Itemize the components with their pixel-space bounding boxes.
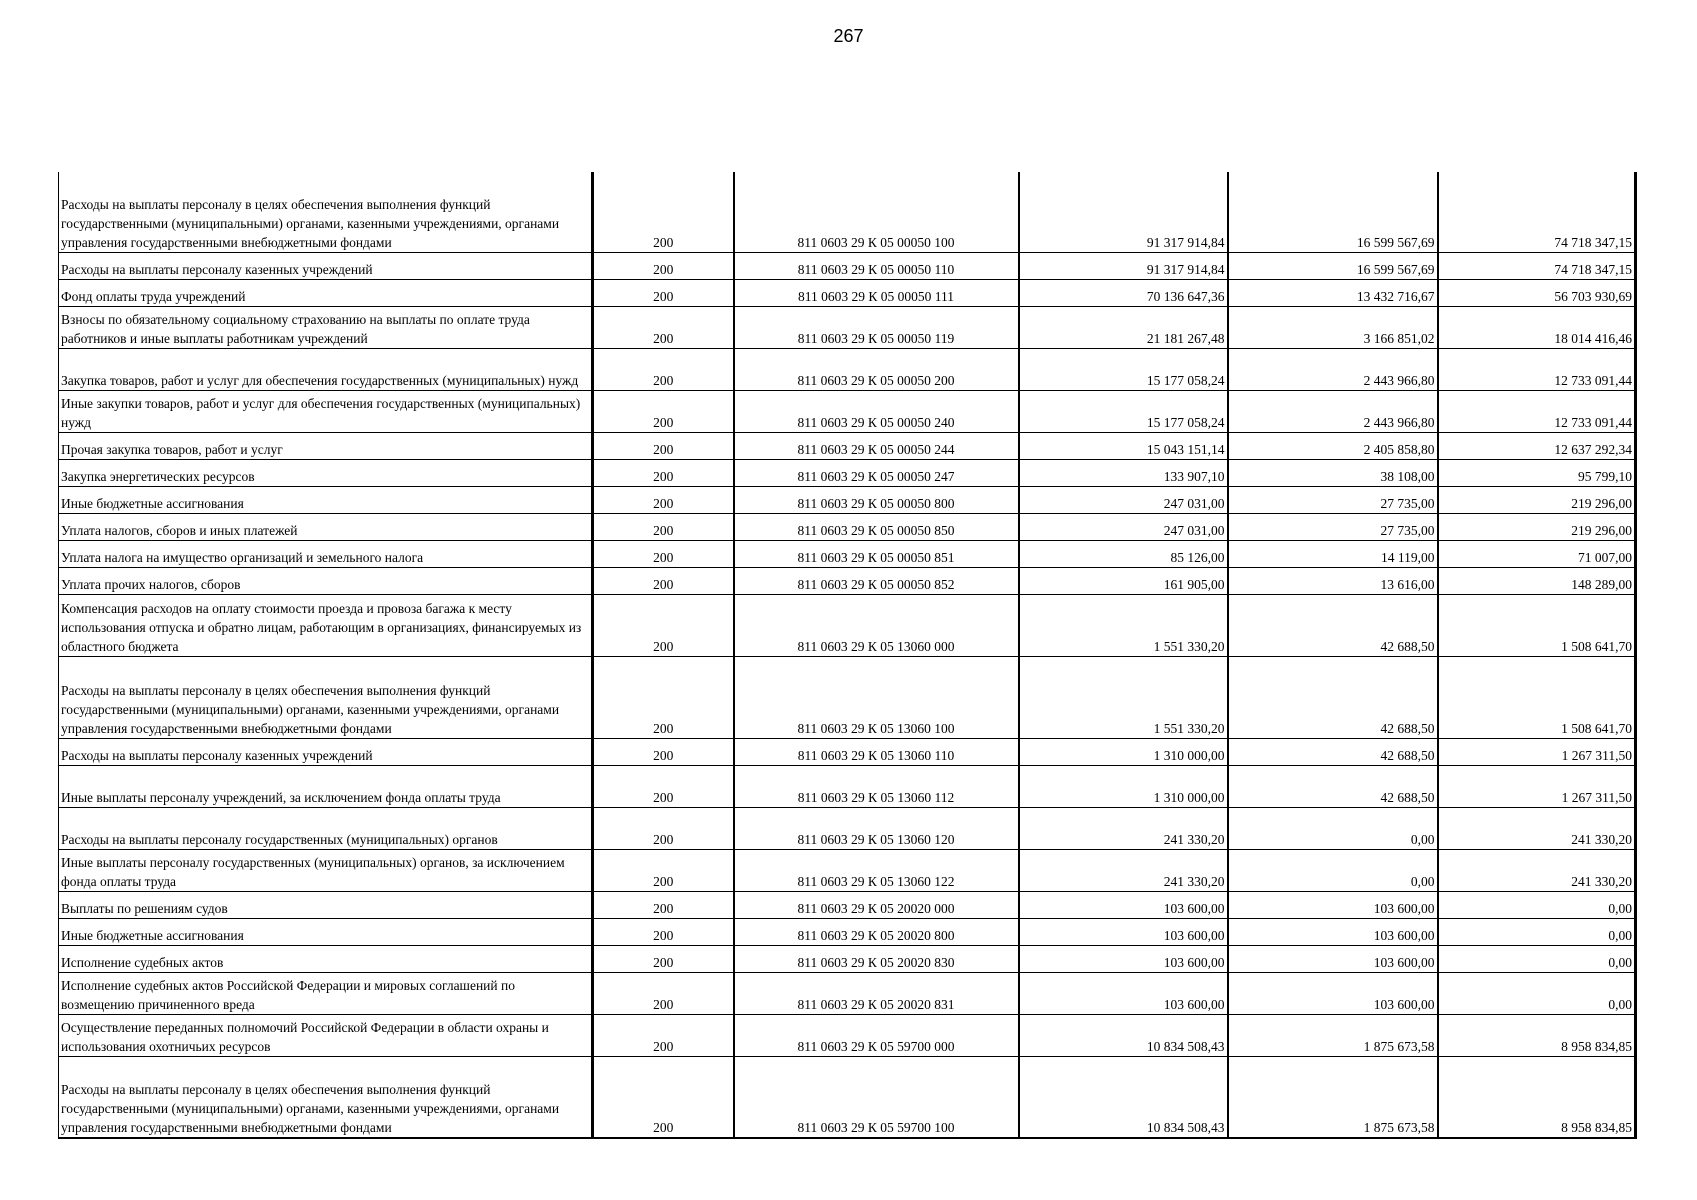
row-value-3: 8 958 834,85 <box>1438 1056 1636 1138</box>
row-value-2: 27 735,00 <box>1228 513 1438 540</box>
row-value-2: 3 166 851,02 <box>1228 306 1438 348</box>
table-row <box>59 849 1636 891</box>
row-value-1: 91 317 914,84 <box>1019 172 1228 252</box>
row-name: Иные выплаты персоналу государственных (муниципальных) органов, за исключением фонда оплаты труда <box>59 849 593 891</box>
table-row <box>59 513 1636 540</box>
row-value-3: 8 958 834,85 <box>1438 1014 1636 1056</box>
row-value-1: 70 136 647,36 <box>1019 279 1228 306</box>
table-row <box>59 918 1636 945</box>
row-value-3: 74 718 347,15 <box>1438 252 1636 279</box>
row-code: 200 <box>593 279 734 306</box>
row-value-1: 1 551 330,20 <box>1019 656 1228 738</box>
row-kbk: 811 0603 29 К 05 00050 244 <box>734 432 1019 459</box>
row-name: Закупка энергетических ресурсов <box>59 459 593 486</box>
row-name: Расходы на выплаты персоналу казенных учреждений <box>59 738 593 765</box>
row-kbk: 811 0603 29 К 05 13060 000 <box>734 594 1019 656</box>
row-kbk: 811 0603 29 К 05 00050 100 <box>734 172 1019 252</box>
row-kbk: 811 0603 29 К 05 00050 852 <box>734 567 1019 594</box>
row-value-2: 103 600,00 <box>1228 945 1438 972</box>
row-code: 200 <box>593 918 734 945</box>
table-row <box>59 765 1636 807</box>
row-value-3: 1 267 311,50 <box>1438 738 1636 765</box>
row-name: Расходы на выплаты персоналу в целях обеспечения выполнения функций государственными (муниципальными) органами, казенными учреждениями, органами управления государственными внебюджетными фондами <box>59 172 593 252</box>
row-value-1: 241 330,20 <box>1019 849 1228 891</box>
row-code: 200 <box>593 594 734 656</box>
row-value-2: 42 688,50 <box>1228 656 1438 738</box>
row-value-2: 16 599 567,69 <box>1228 172 1438 252</box>
row-kbk: 811 0603 29 К 05 20020 831 <box>734 972 1019 1014</box>
row-kbk: 811 0603 29 К 05 00050 111 <box>734 279 1019 306</box>
row-value-2: 103 600,00 <box>1228 891 1438 918</box>
row-kbk: 811 0603 29 К 05 00050 200 <box>734 348 1019 390</box>
row-code: 200 <box>593 432 734 459</box>
row-value-3: 74 718 347,15 <box>1438 172 1636 252</box>
row-name: Прочая закупка товаров, работ и услуг <box>59 432 593 459</box>
row-name: Иные бюджетные ассигнования <box>59 486 593 513</box>
row-name: Закупка товаров, работ и услуг для обеспечения государственных (муниципальных) нужд <box>59 348 593 390</box>
table-row <box>59 1056 1636 1138</box>
row-kbk: 811 0603 29 К 05 00050 851 <box>734 540 1019 567</box>
row-code: 200 <box>593 656 734 738</box>
row-value-3: 71 007,00 <box>1438 540 1636 567</box>
row-kbk: 811 0603 29 К 05 59700 000 <box>734 1014 1019 1056</box>
table-row <box>59 1014 1636 1056</box>
row-code: 200 <box>593 390 734 432</box>
table-row <box>59 594 1636 656</box>
row-value-2: 42 688,50 <box>1228 765 1438 807</box>
row-value-3: 219 296,00 <box>1438 486 1636 513</box>
row-code: 200 <box>593 807 734 849</box>
row-name: Исполнение судебных актов <box>59 945 593 972</box>
row-kbk: 811 0603 29 К 05 00050 119 <box>734 306 1019 348</box>
row-value-2: 103 600,00 <box>1228 972 1438 1014</box>
row-value-1: 1 551 330,20 <box>1019 594 1228 656</box>
row-kbk: 811 0603 29 К 05 13060 120 <box>734 807 1019 849</box>
row-value-2: 38 108,00 <box>1228 459 1438 486</box>
row-name: Уплата налога на имущество организаций и земельного налога <box>59 540 593 567</box>
table-row <box>59 432 1636 459</box>
table-row <box>59 306 1636 348</box>
row-value-3: 18 014 416,46 <box>1438 306 1636 348</box>
row-value-3: 1 267 311,50 <box>1438 765 1636 807</box>
row-value-3: 1 508 641,70 <box>1438 594 1636 656</box>
table-row <box>59 279 1636 306</box>
row-value-2: 27 735,00 <box>1228 486 1438 513</box>
page-number: 267 <box>833 26 864 46</box>
row-value-2: 14 119,00 <box>1228 540 1438 567</box>
row-code: 200 <box>593 567 734 594</box>
row-value-2: 1 875 673,58 <box>1228 1056 1438 1138</box>
row-value-2: 42 688,50 <box>1228 738 1438 765</box>
row-value-2: 1 875 673,58 <box>1228 1014 1438 1056</box>
row-kbk: 811 0603 29 К 05 00050 240 <box>734 390 1019 432</box>
row-value-2: 0,00 <box>1228 807 1438 849</box>
budget-table-body <box>59 172 1636 1138</box>
budget-table <box>58 172 1637 1139</box>
table-row <box>59 540 1636 567</box>
row-value-2: 2 405 858,80 <box>1228 432 1438 459</box>
row-name: Расходы на выплаты персоналу в целях обеспечения выполнения функций государственными (муниципальными) органами, казенными учреждениями, органами управления государственными внебюджетными фондами <box>59 1056 593 1138</box>
row-code: 200 <box>593 540 734 567</box>
row-code: 200 <box>593 513 734 540</box>
row-value-3: 1 508 641,70 <box>1438 656 1636 738</box>
row-value-1: 1 310 000,00 <box>1019 738 1228 765</box>
row-code: 200 <box>593 738 734 765</box>
row-kbk: 811 0603 29 К 05 00050 800 <box>734 486 1019 513</box>
row-name: Фонд оплаты труда учреждений <box>59 279 593 306</box>
table-row <box>59 348 1636 390</box>
row-kbk: 811 0603 29 К 05 20020 800 <box>734 918 1019 945</box>
row-value-3: 148 289,00 <box>1438 567 1636 594</box>
table-row <box>59 891 1636 918</box>
table-row <box>59 738 1636 765</box>
row-value-3: 219 296,00 <box>1438 513 1636 540</box>
row-value-3: 0,00 <box>1438 945 1636 972</box>
table-row <box>59 486 1636 513</box>
row-value-3: 241 330,20 <box>1438 807 1636 849</box>
row-code: 200 <box>593 459 734 486</box>
row-value-3: 241 330,20 <box>1438 849 1636 891</box>
row-value-1: 85 126,00 <box>1019 540 1228 567</box>
row-code: 200 <box>593 486 734 513</box>
row-value-1: 15 177 058,24 <box>1019 348 1228 390</box>
row-value-2: 2 443 966,80 <box>1228 390 1438 432</box>
row-value-2: 103 600,00 <box>1228 918 1438 945</box>
row-value-1: 1 310 000,00 <box>1019 765 1228 807</box>
row-kbk: 811 0603 29 К 05 13060 100 <box>734 656 1019 738</box>
row-code: 200 <box>593 765 734 807</box>
row-kbk: 811 0603 29 К 05 20020 830 <box>734 945 1019 972</box>
table-row <box>59 459 1636 486</box>
row-value-2: 16 599 567,69 <box>1228 252 1438 279</box>
row-name: Уплата налогов, сборов и иных платежей <box>59 513 593 540</box>
row-name: Расходы на выплаты персоналу государственных (муниципальных) органов <box>59 807 593 849</box>
row-code: 200 <box>593 849 734 891</box>
row-name: Взносы по обязательному социальному страхованию на выплаты по оплате труда работников и иные выплаты работникам учреждений <box>59 306 593 348</box>
row-name: Уплата прочих налогов, сборов <box>59 567 593 594</box>
row-code: 200 <box>593 252 734 279</box>
row-code: 200 <box>593 891 734 918</box>
row-name: Осуществление переданных полномочий Российской Федерации в области охраны и использования охотничьих ресурсов <box>59 1014 593 1056</box>
row-value-1: 133 907,10 <box>1019 459 1228 486</box>
row-value-1: 10 834 508,43 <box>1019 1014 1228 1056</box>
table-row <box>59 390 1636 432</box>
row-value-3: 0,00 <box>1438 918 1636 945</box>
row-kbk: 811 0603 29 К 05 00050 110 <box>734 252 1019 279</box>
row-kbk: 811 0603 29 К 05 20020 000 <box>734 891 1019 918</box>
row-kbk: 811 0603 29 К 05 59700 100 <box>734 1056 1019 1138</box>
row-value-2: 0,00 <box>1228 849 1438 891</box>
row-code: 200 <box>593 972 734 1014</box>
row-name: Иные закупки товаров, работ и услуг для обеспечения государственных (муниципальных) нужд <box>59 390 593 432</box>
row-kbk: 811 0603 29 К 05 00050 850 <box>734 513 1019 540</box>
row-value-3: 12 637 292,34 <box>1438 432 1636 459</box>
row-name: Иные бюджетные ассигнования <box>59 918 593 945</box>
table-row <box>59 567 1636 594</box>
row-kbk: 811 0603 29 К 05 13060 122 <box>734 849 1019 891</box>
row-value-3: 0,00 <box>1438 891 1636 918</box>
row-value-3: 12 733 091,44 <box>1438 390 1636 432</box>
row-code: 200 <box>593 348 734 390</box>
row-name: Выплаты по решениям судов <box>59 891 593 918</box>
table-row <box>59 252 1636 279</box>
row-code: 200 <box>593 945 734 972</box>
row-name: Иные выплаты персоналу учреждений, за исключением фонда оплаты труда <box>59 765 593 807</box>
row-name: Компенсация расходов на оплату стоимости проезда и провоза багажа к месту использования отпуска и обратно лицам, работающим в организациях, финансируемых из областного бюджета <box>59 594 593 656</box>
row-value-1: 103 600,00 <box>1019 891 1228 918</box>
row-kbk: 811 0603 29 К 05 13060 110 <box>734 738 1019 765</box>
table-row <box>59 972 1636 1014</box>
row-value-1: 103 600,00 <box>1019 972 1228 1014</box>
row-kbk: 811 0603 29 К 05 00050 247 <box>734 459 1019 486</box>
row-name: Исполнение судебных актов Российской Федерации и мировых соглашений по возмещению причиненного вреда <box>59 972 593 1014</box>
row-value-2: 13 616,00 <box>1228 567 1438 594</box>
row-code: 200 <box>593 306 734 348</box>
row-value-1: 241 330,20 <box>1019 807 1228 849</box>
row-name: Расходы на выплаты персоналу казенных учреждений <box>59 252 593 279</box>
row-value-1: 15 043 151,14 <box>1019 432 1228 459</box>
row-value-1: 10 834 508,43 <box>1019 1056 1228 1138</box>
row-value-3: 12 733 091,44 <box>1438 348 1636 390</box>
row-value-2: 2 443 966,80 <box>1228 348 1438 390</box>
table-row <box>59 172 1636 252</box>
row-value-1: 161 905,00 <box>1019 567 1228 594</box>
table-row <box>59 656 1636 738</box>
row-value-3: 56 703 930,69 <box>1438 279 1636 306</box>
row-value-1: 21 181 267,48 <box>1019 306 1228 348</box>
row-name: Расходы на выплаты персоналу в целях обеспечения выполнения функций государственными (муниципальными) органами, казенными учреждениями, органами управления государственными внебюджетными фондами <box>59 656 593 738</box>
row-value-1: 103 600,00 <box>1019 945 1228 972</box>
row-value-3: 0,00 <box>1438 972 1636 1014</box>
row-value-1: 103 600,00 <box>1019 918 1228 945</box>
row-value-2: 42 688,50 <box>1228 594 1438 656</box>
table-row <box>59 945 1636 972</box>
row-value-1: 91 317 914,84 <box>1019 252 1228 279</box>
row-value-1: 15 177 058,24 <box>1019 390 1228 432</box>
row-value-1: 247 031,00 <box>1019 513 1228 540</box>
row-value-1: 247 031,00 <box>1019 486 1228 513</box>
row-code: 200 <box>593 1056 734 1138</box>
row-value-2: 13 432 716,67 <box>1228 279 1438 306</box>
row-value-3: 95 799,10 <box>1438 459 1636 486</box>
table-row <box>59 807 1636 849</box>
row-code: 200 <box>593 172 734 252</box>
row-kbk: 811 0603 29 К 05 13060 112 <box>734 765 1019 807</box>
row-code: 200 <box>593 1014 734 1056</box>
